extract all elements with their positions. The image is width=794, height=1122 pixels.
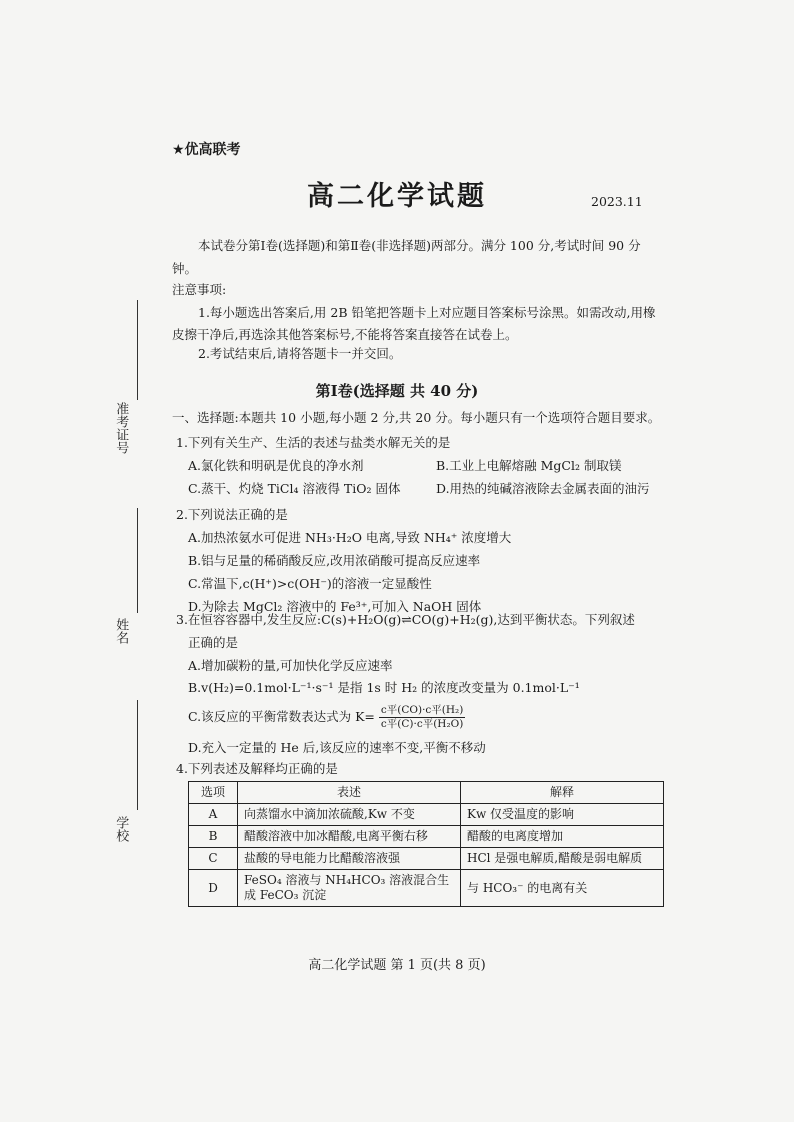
fraction-denominator: c平(C)·c平(H₂O) <box>380 718 464 731</box>
q4-stem: 4.下列表述及解释均正确的是 <box>176 761 338 776</box>
table-cell-statement: 醋酸溶液中加冰醋酸,电离平衡右移 <box>238 826 461 848</box>
page-footer: 高二化学试题 第 1 页(共 8 页) <box>308 958 486 973</box>
q3-option-b: B.v(H₂)=0.1mol·L⁻¹·s⁻¹ 是指 1s 时 H₂ 的浓度改变量为 0.1mol·L⁻¹ <box>188 680 580 695</box>
section-title: 第Ⅰ卷(选择题 共 40 分) <box>315 382 479 400</box>
q1-option-c: C.蒸干、灼烧 TiCl₄ 溶液得 TiO₂ 固体 <box>188 481 401 496</box>
notice-heading: 注意事项: <box>172 282 227 297</box>
q1-option-d: D.用热的纯碱溶液除去金属表面的油污 <box>436 481 650 496</box>
table-cell-statement: 向蒸馏水中滴加浓硫酸,Kw 不变 <box>238 804 461 826</box>
q3-option-c-prefix: C.该反应的平衡常数表达式为 K= <box>188 709 375 725</box>
side-label-school: 学校 <box>113 816 129 842</box>
table-row <box>189 848 664 870</box>
exam-date: 2023.11 <box>591 194 643 209</box>
table-cell-option: C <box>189 848 238 870</box>
brand-label: ★优高联考 <box>172 142 241 158</box>
header-explanation: 解释 <box>461 782 664 804</box>
side-label-exam-no: 准考证号 <box>113 402 129 454</box>
q4-table <box>188 781 664 907</box>
q3-stem-line1: 3.在恒容容器中,发生反应:C(s)+H₂O(g)⇌CO(g)+H₂(g),达到平衡状态。下列叙述 <box>176 612 635 627</box>
table-header-row <box>189 782 664 804</box>
fraction-numerator: c平(CO)·c平(H₂) <box>379 704 466 718</box>
q3-option-d: D.充入一定量的 He 后,该反应的速率不变,平衡不移动 <box>188 740 486 755</box>
q3-option-a: A.增加碳粉的量,可加快化学反应速率 <box>188 658 393 673</box>
table-row <box>189 804 664 826</box>
q2-option-b: B.铝与足量的稀硝酸反应,改用浓硝酸可提高反应速率 <box>188 553 481 568</box>
q1-option-a: A.氯化铁和明矾是优良的净水剂 <box>188 458 364 473</box>
table-cell-explanation: HCl 是强电解质,醋酸是弱电解质 <box>461 848 664 870</box>
table-cell-statement: 盐酸的导电能力比醋酸溶液强 <box>238 848 461 870</box>
table-row <box>189 826 664 848</box>
notice-item-1: 1.每小题选出答案后,用 2B 铅笔把答题卡上对应题目答案标号涂黑。如需改动,用橡皮擦干净后,再选涂其他答案标号,不能将答案直接答在试卷上。 <box>172 305 656 342</box>
q2-option-c: C.常温下,c(H⁺)>c(OH⁻)的溶液一定显酸性 <box>188 576 432 591</box>
q1-stem: 1.下列有关生产、生活的表述与盐类水解无关的是 <box>176 435 451 450</box>
q3-option-c <box>188 704 465 731</box>
table-cell-option: A <box>189 804 238 826</box>
header-option: 选项 <box>189 782 238 804</box>
header-statement: 表述 <box>238 782 461 804</box>
page-title: 高二化学试题 <box>307 181 487 212</box>
q1-option-b: B.工业上电解熔融 MgCl₂ 制取镁 <box>436 458 622 473</box>
table-cell-explanation: 与 HCO₃⁻ 的电离有关 <box>461 870 664 907</box>
table-cell-option: B <box>189 826 238 848</box>
side-line-name <box>137 508 138 613</box>
q3-stem-line2: 正确的是 <box>188 635 239 650</box>
table-cell-explanation: 醋酸的电离度增加 <box>461 826 664 848</box>
table-cell-option: D <box>189 870 238 907</box>
q2-option-a: A.加热浓氨水可促进 NH₃·H₂O 电离,导致 NH₄⁺ 浓度增大 <box>188 530 512 545</box>
side-label-name: 姓名 <box>113 618 129 644</box>
equilibrium-constant-fraction <box>379 704 466 731</box>
q2-option-d: D.为除去 MgCl₂ 溶液中的 Fe³⁺,可加入 NaOH 固体 <box>188 599 482 614</box>
notice-item-2: 2.考试结束后,请将答题卡一并交回。 <box>198 346 402 361</box>
q2-stem: 2.下列说法正确的是 <box>176 507 288 522</box>
part1-instruction: 一、选择题:本题共 10 小题,每小题 2 分,共 20 分。每小题只有一个选项符合题目要求。 <box>172 410 661 425</box>
side-line-school <box>137 700 138 810</box>
intro-paragraph: 本试卷分第Ⅰ卷(选择题)和第Ⅱ卷(非选择题)两部分。满分 100 分,考试时间 90 分钟。 <box>172 238 641 276</box>
table-row <box>189 870 664 907</box>
table-cell-statement: FeSO₄ 溶液与 NH₄HCO₃ 溶液混合生成 FeCO₃ 沉淀 <box>238 870 461 907</box>
table-cell-explanation: Kw 仅受温度的影响 <box>461 804 664 826</box>
